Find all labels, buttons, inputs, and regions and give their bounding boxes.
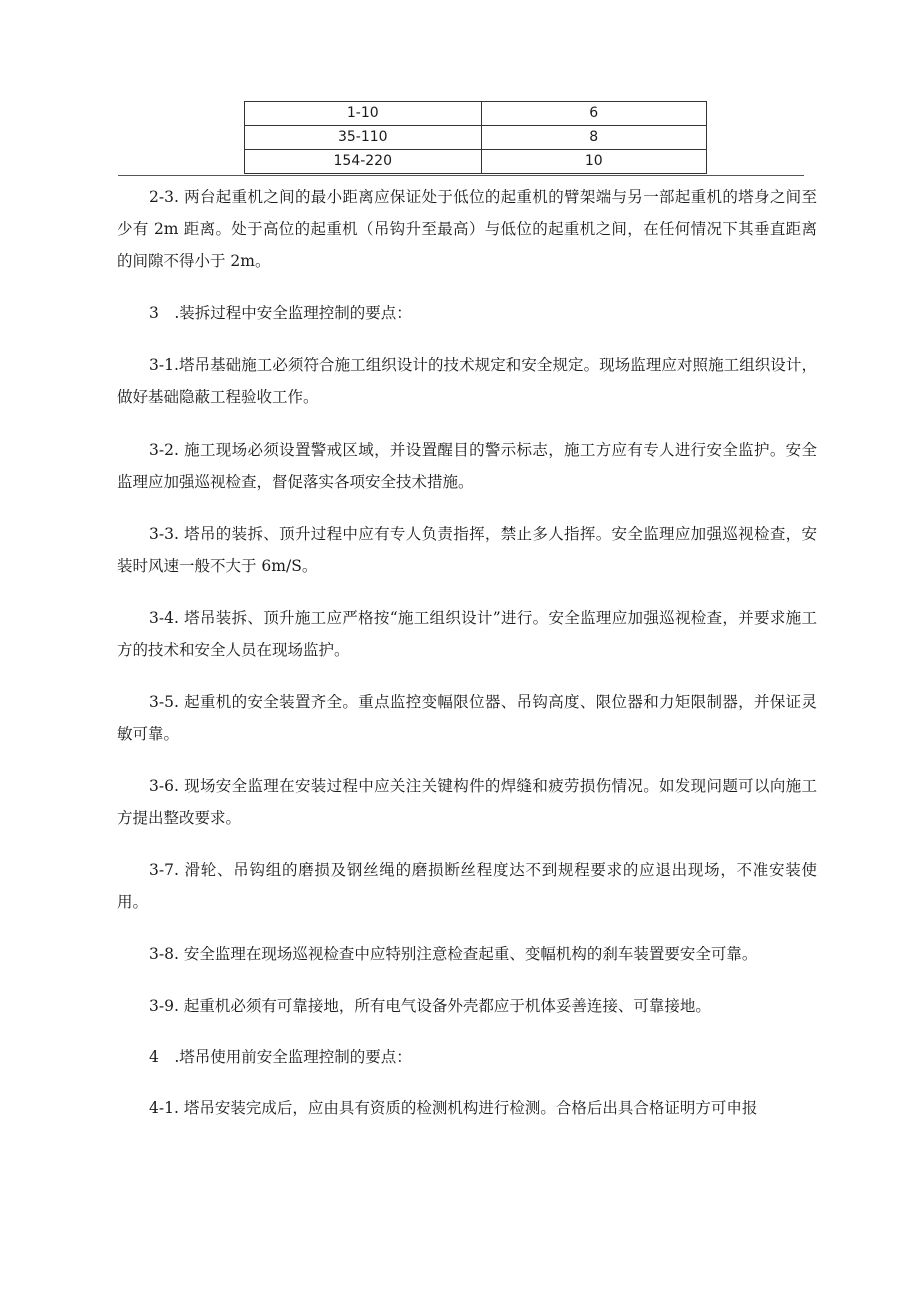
- paragraph-3-4: 3-4. 塔吊装拆、顶升施工应严格按“施工组织设计”进行。安全监理应加强巡视检查，并要求施工方的技术和安全人员在现场监护。: [117, 609, 817, 659]
- table-cell: 1-10: [245, 102, 482, 126]
- paragraph-3-1: 3-1.塔吊基础施工必须符合施工组织设计的技术规定和安全规定。现场监理应对照施工组织设计，做好基础隐蔽工程验收工作。: [117, 356, 817, 406]
- table-cell: 35-110: [245, 126, 482, 150]
- paragraph-3-2: 3-2. 施工现场必须设置警戒区域，并设置醒目的警示标志，施工方应有专人进行安全监护。安全监理应加强巡视检查，督促落实各项安全技术措施。: [117, 441, 817, 491]
- section-heading-4: 4 .塔吊使用前安全监理控制的要点：: [149, 1048, 412, 1066]
- paragraph-3-7: 3-7. 滑轮、吊钩组的磨损及钢丝绳的磨损断丝程度达不到规程要求的应退出现场，不准安装使用。: [117, 861, 817, 911]
- paragraph-3-9: 3-9. 起重机必须有可靠接地，所有电气设备外壳都应于机体妥善连接、可靠接地。: [149, 997, 711, 1015]
- table-row: [245, 150, 707, 174]
- paragraph-3-8: 3-8. 安全监理在现场巡视检查中应特别注意检查起重、变幅机构的刹车装置要安全可靠。: [149, 945, 758, 963]
- table-cell: 154-220: [245, 150, 482, 174]
- table-cell: 8: [481, 126, 707, 150]
- section-heading-3: 3 .装拆过程中安全监理控制的要点：: [149, 304, 412, 322]
- table-bottom-rule: [118, 175, 804, 176]
- distance-table: [244, 101, 707, 174]
- paragraph-3-6: 3-6. 现场安全监理在安装过程中应关注关键构件的焊缝和疲劳损伤情况。如发现问题可以向施工方提出整改要求。: [117, 777, 817, 827]
- table-cell: 6: [481, 102, 707, 126]
- paragraph-2-3: 2-3. 两台起重机之间的最小距离应保证处于低位的起重机的臂架端与另一部起重机的塔身之间至少有 2m 距离。处于高位的起重机（吊钩升至最高）与低位的起重机之间，在任何情况下其垂直距离的间隙不得小于 2m。: [117, 188, 817, 270]
- paragraph-4-1: 4-1. 塔吊安装完成后，应由具有资质的检测机构进行检测。合格后出具合格证明方可申报: [149, 1099, 758, 1117]
- table-row: [245, 126, 707, 150]
- paragraph-3-5: 3-5. 起重机的安全装置齐全。重点监控变幅限位器、吊钩高度、限位器和力矩限制器，并保证灵敏可靠。: [117, 693, 817, 743]
- table-cell: 10: [481, 150, 707, 174]
- table-row: [245, 102, 707, 126]
- paragraph-3-3: 3-3. 塔吊的装拆、顶升过程中应有专人负责指挥，禁止多人指挥。安全监理应加强巡视检查，安装时风速一般不大于 6m/S。: [117, 525, 817, 575]
